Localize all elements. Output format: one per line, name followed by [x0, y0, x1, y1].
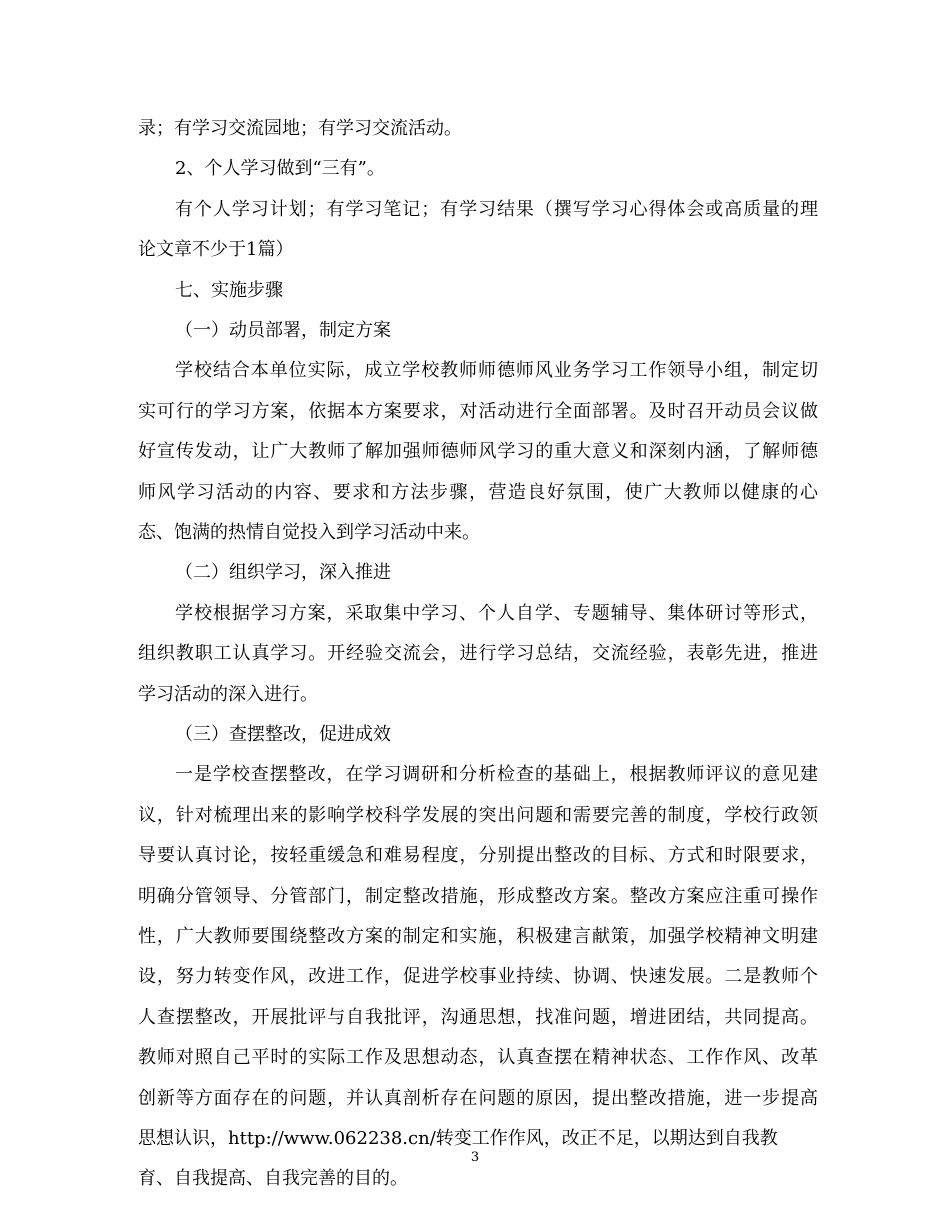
text-line: 一是学校查摆整改，在学习调研和分析检查的基础上，根据教师评议的意见建 — [175, 764, 818, 786]
text-line: 录；有学习交流园地；有学习交流活动。 — [138, 118, 462, 139]
subsection-heading: （二）组织学习，深入推进 — [175, 562, 391, 584]
text-line: 教师对照自己平时的实际工作及思想动态，认真查摆在精神状态、工作作风、改革 — [138, 1047, 818, 1069]
text-line: 学校结合本单位实际，成立学校教师师德师风业务学习工作领导小组，制定切 — [175, 360, 818, 382]
page-number: 3 — [470, 1150, 480, 1165]
subsection-heading: （一）动员部署，制定方案 — [175, 320, 391, 341]
text-line: 论文章不少于1篇） — [138, 239, 294, 261]
text-line: 创新等方面存在的问题，并认真剖析存在问题的原因，提出整改措施，进一步提高 — [138, 1087, 818, 1109]
text-line: 导要认真讨论，按轻重缓急和难易程度，分别提出整改的目标、方式和时限要求， — [138, 845, 818, 867]
text-line: 有个人学习计划；有学习笔记；有学习结果（撰写学习心得体会或高质量的理 — [175, 198, 818, 220]
text-line: 组织教职工认真学习。开经验交流会，进行学习总结，交流经验，表彰先进，推进 — [138, 643, 818, 665]
text-line: 学校根据学习方案，采取集中学习、个人自学、专题辅导、集体研讨等形式， — [175, 602, 818, 624]
text-line: 议，针对梳理出来的影响学校科学发展的突出问题和需要完善的制度，学校行政领 — [138, 804, 818, 826]
subsection-heading: （三）查摆整改，促进成效 — [175, 724, 391, 745]
text-line: 态、饱满的热情自觉投入到学习活动中来。 — [138, 522, 480, 543]
text-line: 育、自我提高、自我完善的目的。 — [138, 1168, 408, 1190]
text-line: 性，广大教师要围绕整改方案的制定和实施，积极建言献策，加强学校精神文明建 — [138, 926, 818, 947]
text-line: 思想认识，http://www.062238.cn/转变工作作风，改正不足，以期达到自我教 — [138, 1128, 778, 1149]
text-line: 好宣传发动，让广大教师了解加强师德师风学习的重大意义和深刻内涵，了解师德 — [138, 441, 818, 463]
section-heading: 2、个人学习做到“三有”。 — [175, 158, 385, 180]
text-line: 设，努力转变作风，改进工作，促进学校事业持续、协调、快速发展。二是教师个 — [138, 966, 818, 988]
text-line: 实可行的学习方案，依据本方案要求，对活动进行全面部署。及时召开动员会议做 — [138, 400, 818, 422]
text-line: 人查摆整改，开展批评与自我批评，沟通思想，找准问题，增进团结，共同提高。 — [138, 1006, 818, 1028]
text-line: 师风学习活动的内容、要求和方法步骤，营造良好氛围，使广大教师以健康的心 — [138, 481, 818, 503]
section-heading: 七、实施步骤 — [175, 279, 283, 301]
text-line: 学习活动的深入进行。 — [138, 683, 318, 705]
text-line: 明确分管领导、分管部门，制定整改措施，形成整改方案。整改方案应注重可操作 — [138, 885, 818, 907]
